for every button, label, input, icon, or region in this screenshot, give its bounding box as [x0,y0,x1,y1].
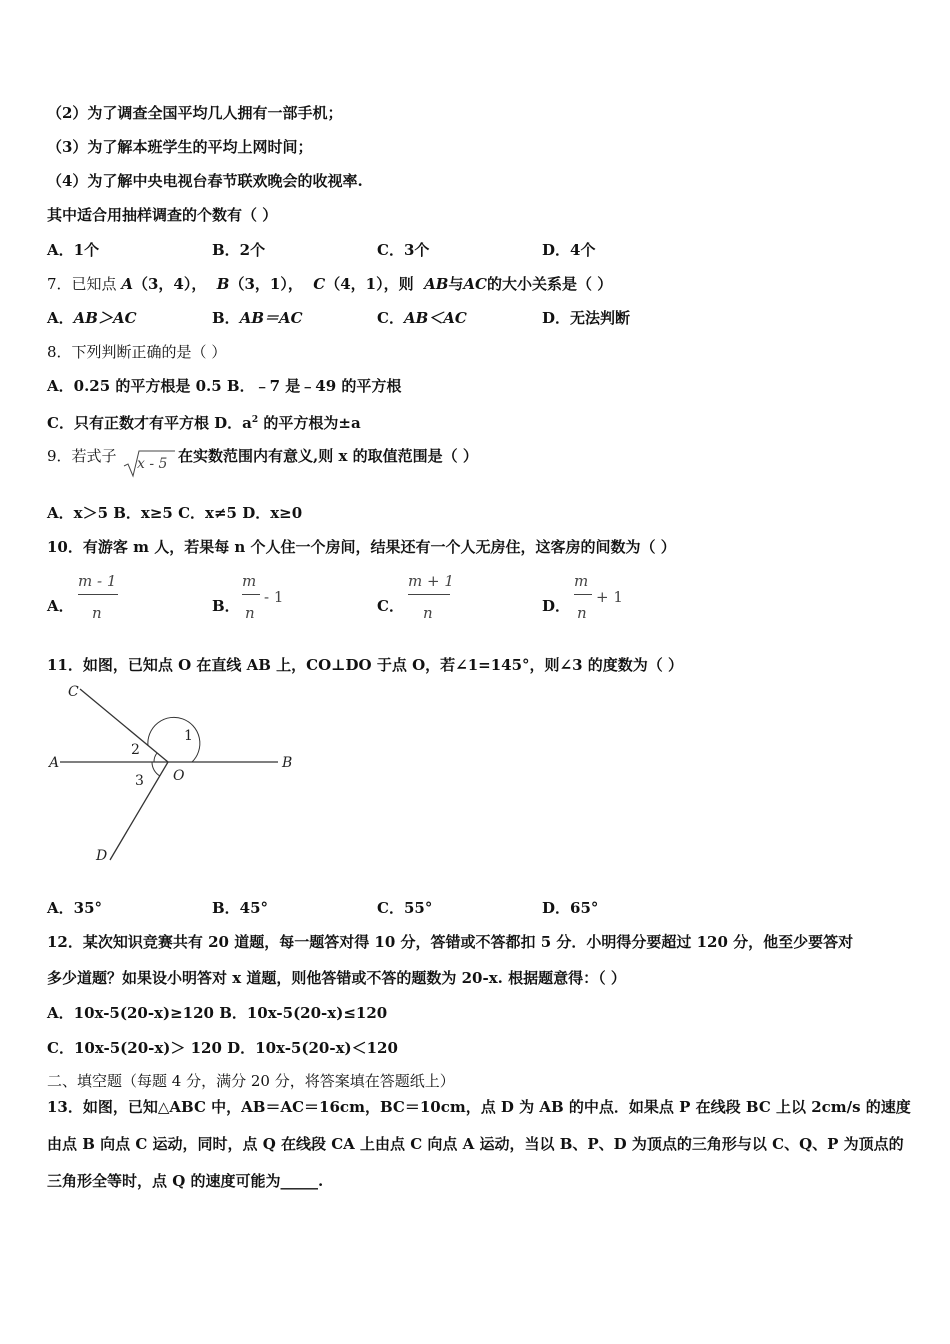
q10-option-b-letter: B． [212,597,240,615]
q8-row2-superscript: 2 [251,415,259,425]
q7-mid: 与 [448,275,464,293]
q7-point-b: B [216,275,230,293]
q7-option-d-expr: 无法判断 [570,309,631,327]
fraction-bar [408,594,450,595]
q12-options-row-1: A．10x-5(20-x)≥120 B．10x-5(20-x)≤120 [47,1004,388,1022]
q8-options-row-2 [47,410,361,433]
q6-option-b: B．2个 [212,241,266,259]
q9-stem-suffix: 在实数范围内有意义,则 x 的取值范围是（ ） [178,447,478,465]
q6-question: 其中适合用抽样调查的个数有（ ） [47,206,278,224]
q6-item-2: （2）为了调查全国平均几人拥有一部手机； [47,104,343,122]
q13-line-1: 13．如图，已知△ABC 中，AB＝AC＝16cm，BC＝10cm，点 D 为 AB 的中点．如果点 P 在线段 BC 上以 2cm/s 的速度 [47,1098,911,1116]
q9-options: A．x＞5 B．x≥5 C．x≠5 D．x≥0 [47,504,303,522]
q12-line-1: 12．某次知识竞赛共有 20 道题，每一题答对得 10 分，答错或不答都扣 5 分．小明得分要超过 120 分，他至少要答对 [47,933,854,951]
q10-option-b-tail: - 1 [264,588,284,606]
q7-option-a-letter: A． [47,309,74,327]
q7-suffix: 的大小关系是（ ） [487,275,613,293]
section-2-heading: 二、填空题（每题 4 分，满分 20 分，将答案填在答题纸上） [47,1072,455,1090]
q7-point-c: C [313,275,326,293]
q13-line-3: 三角形全等时，点 Q 的速度可能为_____. [47,1172,324,1190]
q10-option-d-numerator: m [574,572,589,590]
figure-label-3: 3 [135,773,144,789]
figure-label-d: D [96,848,108,864]
q7-option-c-expr: AB＜AC [403,309,467,327]
q7-stem [47,274,612,294]
q7-option-b-expr: AB＝AC [239,309,303,327]
figure-label-c: C [68,684,79,700]
q8-stem-text: 8．下列判断正确的是（ ） [47,343,227,361]
q12-line-2: 多少道题？如果设小明答对 x 道题，则他答错或不答的题数为 20-x. 根据题意得：（ ） [47,969,626,987]
q7-point-a-coords: （3，4）， [132,275,207,293]
q11-option-c: C．55° [377,899,433,917]
q10-option-c-numerator: m + 1 [408,572,454,590]
q10-option-b-numerator: m [242,572,257,590]
q7-option-b-letter: B． [212,309,240,327]
q10-option-d-denominator: n [577,604,587,622]
angle-2-arc [154,753,157,762]
q8-stem [47,342,226,362]
q10-option-a-letter: A． [47,597,74,615]
figure-label-a: A [49,755,60,771]
q8-options-row-1: A．0.25 的平方根是 0.5 B．﹣7 是﹣49 的平方根 [47,377,402,395]
q7-ac: AC [463,275,487,293]
q7-point-a: A [121,275,133,293]
q7-option-d-letter: D． [542,309,571,327]
q10-option-a-denominator: n [92,604,102,622]
q10-option-c-denominator: n [423,604,433,622]
q7-point-b-coords: （3，1）， [229,275,303,293]
q12-options-row-2: C．10x-5(20-x)＞ 120 D．10x-5(20-x)＜120 [47,1039,398,1057]
figure-label-b: B [282,755,293,771]
q7-option-a [47,308,137,328]
q7-number: 7．已知点 [47,275,122,293]
q9-stem-prefix [47,446,117,466]
figure-label-1: 1 [184,728,193,744]
fraction-bar [78,594,118,595]
figure-label-o: O [173,768,185,784]
q10-option-d-letter: D． [542,597,571,615]
fraction-bar [574,594,592,595]
q9-number: 9．若式子 [47,447,117,465]
q11-angle-figure [44,682,300,866]
q9-radical [123,448,175,478]
q7-option-d [542,308,630,328]
figure-label-2: 2 [131,742,140,758]
q7-ab: AB [424,275,449,293]
q11-option-d: D．65° [542,899,599,917]
q10-option-d-tail: + 1 [596,588,623,606]
q7-option-b [212,308,303,328]
q6-option-d: D．4个 [542,241,596,259]
q7-option-c [377,308,467,328]
q6-item-3: （3）为了解本班学生的平均上网时间； [47,138,313,156]
q7-point-c-coords: （4，1），则 [325,275,414,293]
q8-row2-prefix: C．只有正数才有平方根 D．a [47,414,252,432]
q7-option-c-letter: C． [377,309,404,327]
q10-stem: 10．有游客 m 人，若果每 n 个人住一个房间，结果还有一个人无房住，这客房的间数为（ ） [47,538,676,556]
q9-radicand: x - 5 [137,456,168,472]
q11-option-a: A．35° [47,899,103,917]
q6-option-c: C．3个 [377,241,430,259]
q6-item-4: （4）为了解中央电视台春节联欢晚会的收视率. [47,172,363,190]
q11-stem: 11．如图，已知点 O 在直线 AB 上，CO⊥DO 于点 O，若∠1=145°，则∠3 的度数为（ ） [47,656,683,674]
q6-option-a: A．1个 [47,241,100,259]
fraction-bar [242,594,260,595]
angle-3-arc [152,762,160,776]
q11-option-b: B．45° [212,899,269,917]
q10-option-a-numerator: m - 1 [78,572,117,590]
q8-row2-suffix: 的平方根为±a [258,414,361,432]
q10-option-b-denominator: n [245,604,255,622]
q13-line-2: 由点 B 向点 C 运动，同时，点 Q 在线段 CA 上由点 C 向点 A 运动，当以 B、P、D 为顶点的三角形与以 C、Q、P 为顶点的 [47,1135,904,1153]
q10-option-c-letter: C． [377,597,404,615]
q7-option-a-expr: AB＞AC [73,309,137,327]
